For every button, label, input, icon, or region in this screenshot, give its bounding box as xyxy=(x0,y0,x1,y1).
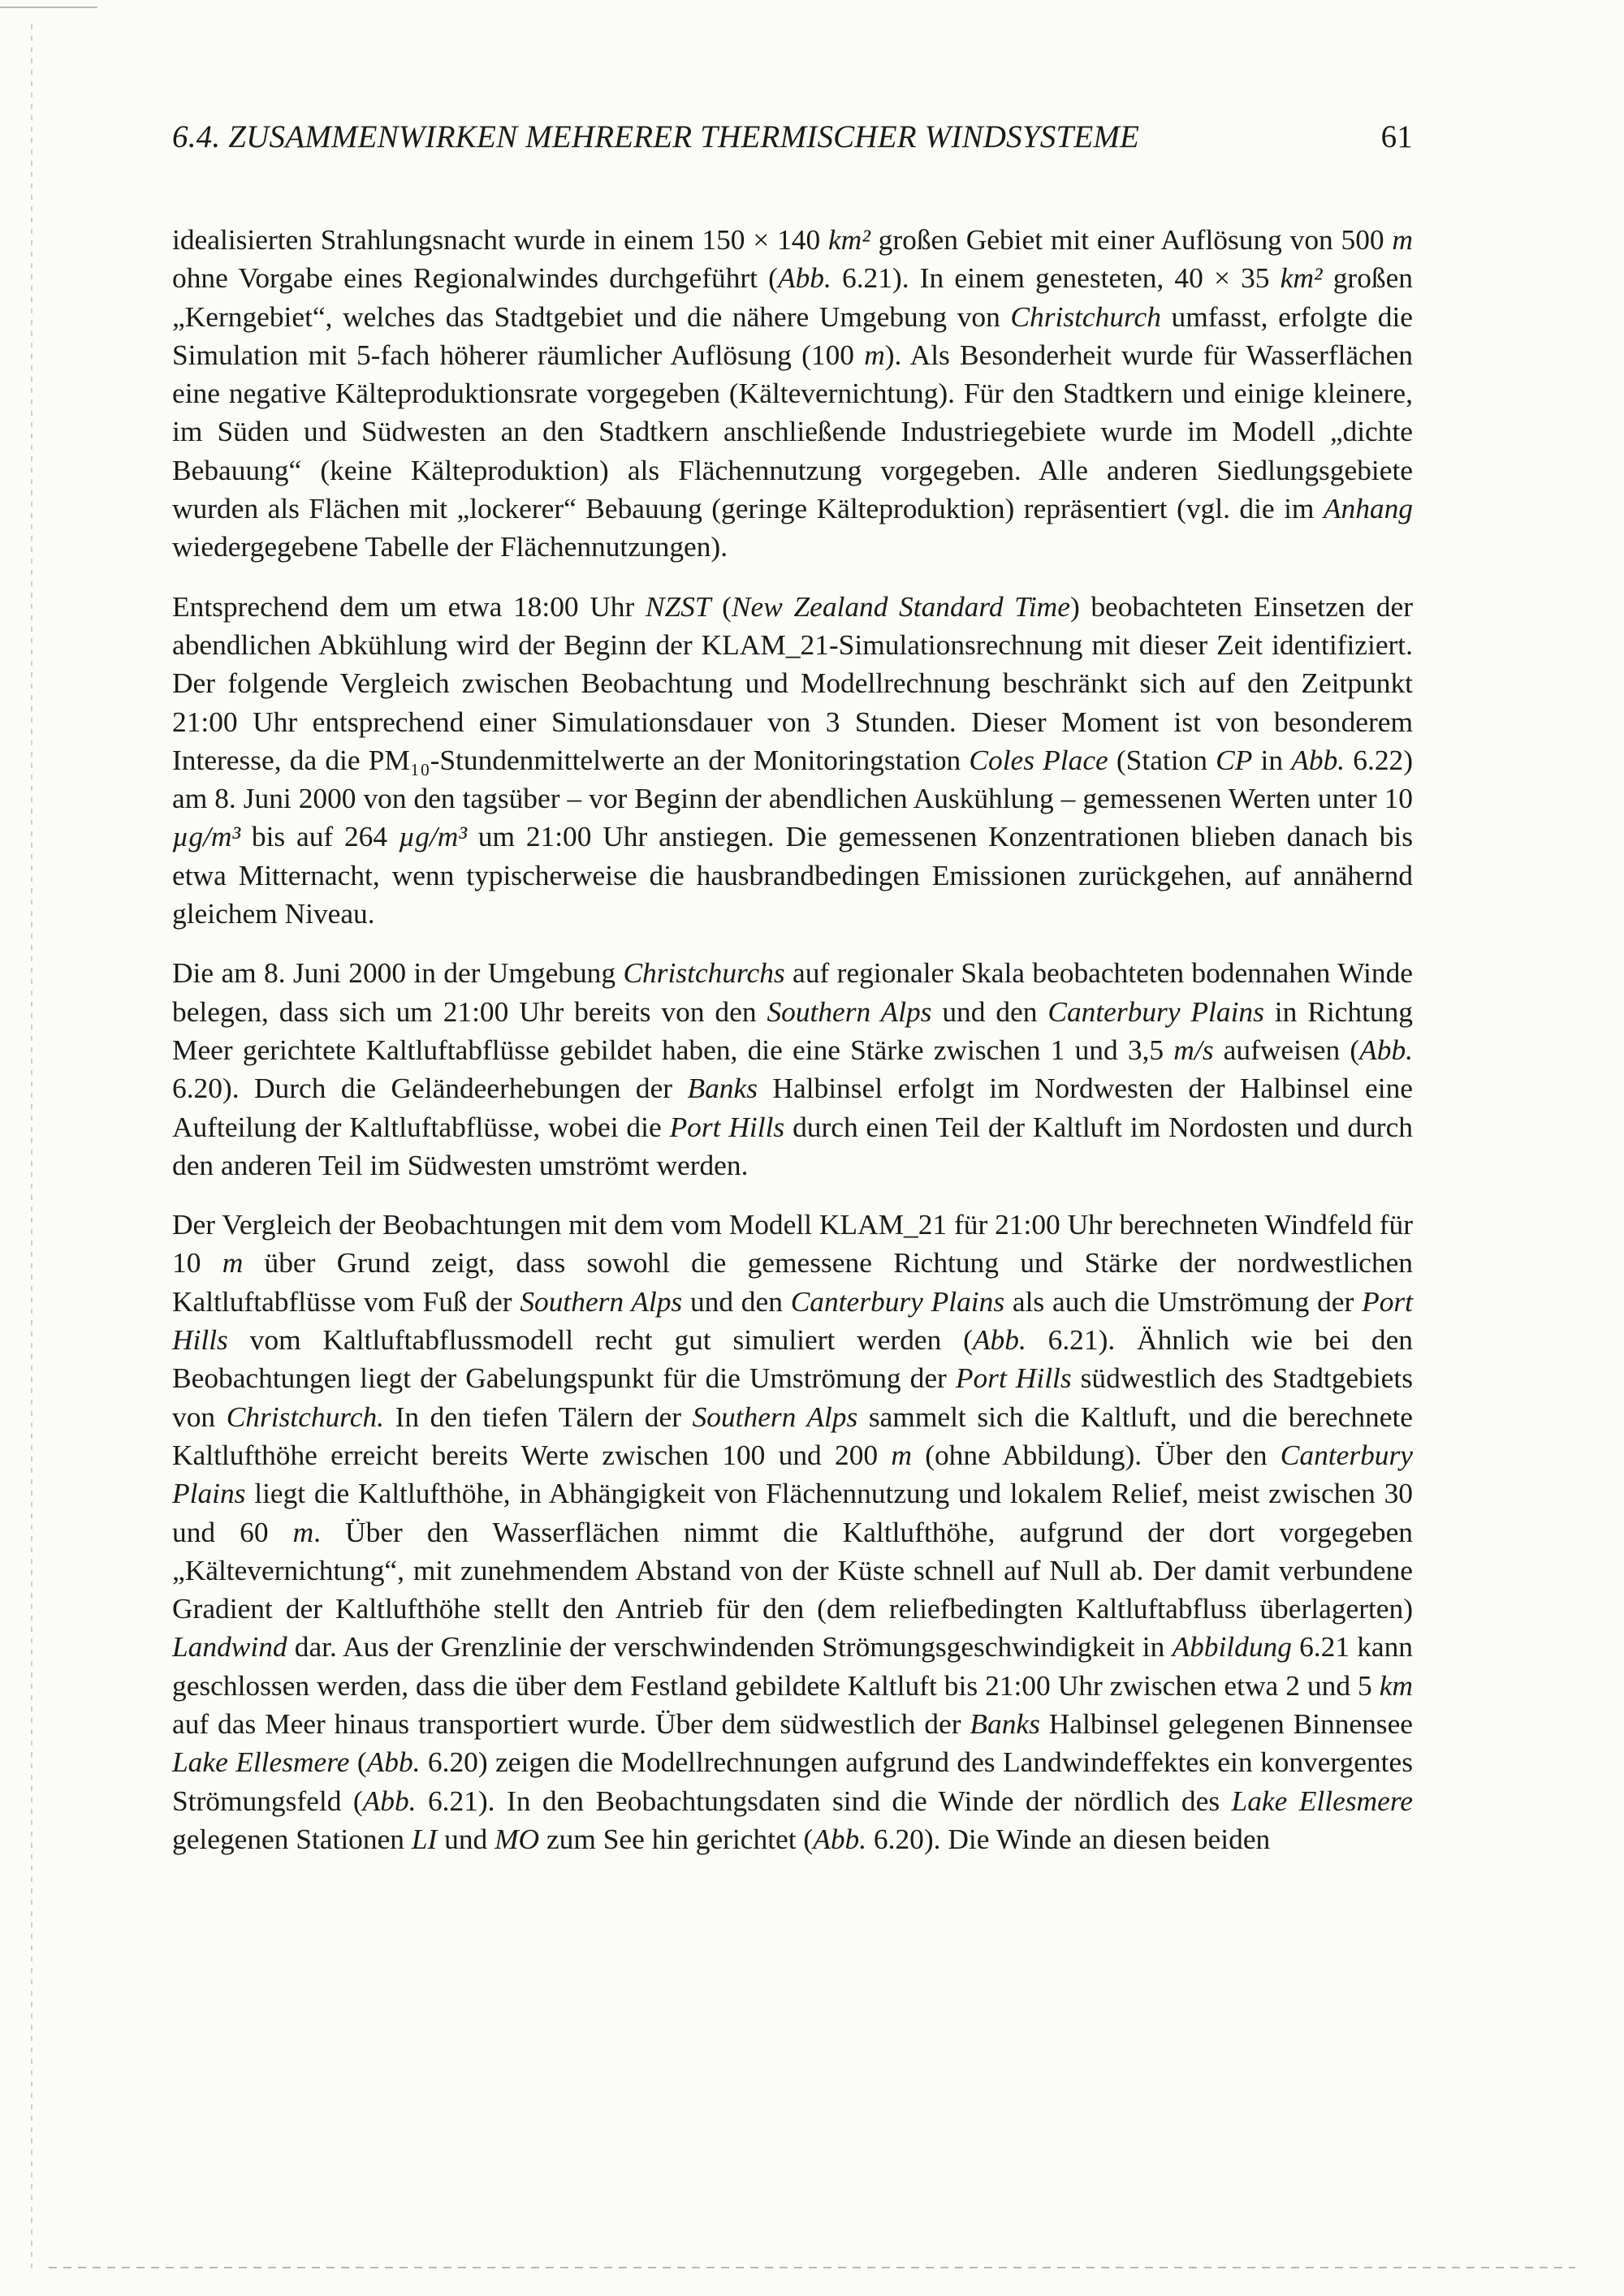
italic-run: Landwind xyxy=(172,1630,287,1664)
text-run: 6.20). Durch die Geländeerhebungen der xyxy=(172,1072,688,1105)
italic-run: Lake Ellesmere xyxy=(1231,1784,1413,1817)
italic-run: Southern Alps xyxy=(692,1400,858,1433)
text-run: über Grund zeigt, dass sowohl die gemessene Richtung und Stärke der nordwestlichen Kaltluftabflüsse vom Fuß der xyxy=(172,1246,1413,1318)
section-title: 6.4. ZUSAMMENWIRKEN MEHRERER THERMISCHER WINDSYSTEME xyxy=(172,119,1140,154)
italic-run: Christchurchs xyxy=(623,956,785,990)
text-run: ( xyxy=(349,1746,367,1779)
text-run: 6.21). In den Beobachtungsdaten sind die Winde der nördlich des xyxy=(416,1784,1232,1817)
text-run: (Station xyxy=(1108,743,1216,776)
paragraph xyxy=(172,954,1413,1185)
paragraph xyxy=(172,221,1413,567)
italic-run: m xyxy=(864,338,885,371)
text-run: auf das Meer hinaus transportiert wurde. Über dem südwestlich der xyxy=(172,1707,970,1740)
paragraph xyxy=(172,1206,1413,1858)
text-run: liegt die Kaltlufthöhe, in Abhängigkeit von Flächennutzung und lokalem Relief, meist zwischen 30 und 60 xyxy=(172,1477,1413,1548)
text-run: als auch die Umströmung der xyxy=(1004,1284,1363,1318)
scan-artifact-bottom xyxy=(49,2267,1575,2268)
text-run: 6.21). In einem genesteten, 40 × 35 xyxy=(831,261,1281,295)
italic-run: Abb. xyxy=(1291,743,1345,776)
text-run: und den xyxy=(931,995,1048,1028)
italic-run: CP xyxy=(1216,743,1253,776)
text-run: . Über den Wasserflächen nimmt die Kaltlufthöhe, aufgrund der dort vorgegeben „Kältevernichtung“, mit zunehmendem Abstand von der Küste schnell auf Null ab. Der damit verbundene Gradient der Kaltlufthöhe stellt den Antrieb für den (dem reliefbedingten Kaltluftabfluss überlagerten) xyxy=(172,1515,1413,1625)
italic-run: Abb. xyxy=(972,1323,1026,1357)
italic-run: µg/m³ xyxy=(172,820,241,853)
italic-run: LI xyxy=(411,1822,438,1855)
italic-run: Abbildung xyxy=(1172,1630,1292,1664)
italic-run: Christchurch. xyxy=(226,1400,385,1433)
text-run: dar. Aus der Grenzlinie der verschwindenden Strömungsgeschwindigkeit in xyxy=(287,1630,1173,1664)
italic-run: Banks xyxy=(970,1707,1040,1740)
text-run: Der Vergleich der Beobachtungen mit dem vom Modell KLAM_21 für 21:00 Uhr berechneten Windfeld für 10 xyxy=(172,1208,1413,1280)
italic-run: Abb. xyxy=(366,1746,421,1779)
italic-run: µg/m³ xyxy=(398,820,467,853)
italic-run: Canterbury Plains xyxy=(1047,995,1264,1028)
italic-run: Abb. xyxy=(1359,1033,1413,1066)
text-run: und den xyxy=(682,1284,791,1318)
text-run: wiedergegebene Tabelle der Flächennutzungen). xyxy=(172,530,728,563)
italic-run: Canterbury Plains xyxy=(172,1438,1413,1510)
italic-run: Lake Ellesmere xyxy=(172,1746,350,1779)
italic-run: Coles Place xyxy=(969,743,1108,776)
text-run: südwestlich des Stadtgebiets von xyxy=(172,1362,1413,1433)
italic-run: Banks xyxy=(687,1072,758,1105)
text-run: 6.20). Die Winde an diesen beiden xyxy=(866,1822,1271,1855)
italic-run: km² xyxy=(827,223,870,256)
italic-run: m/s xyxy=(1173,1033,1214,1066)
italic-run: Port Hills xyxy=(172,1284,1413,1357)
running-header xyxy=(172,119,1413,155)
text-run: (ohne Abbildung). Über den xyxy=(911,1438,1281,1471)
text-run: vom Kaltluftabflussmodell recht gut simuliert werden ( xyxy=(227,1323,973,1357)
italic-run: Southern Alps xyxy=(520,1284,683,1318)
italic-run: MO xyxy=(495,1822,540,1855)
italic-run: Abb. xyxy=(813,1822,867,1855)
text-run: 6.22) am 8. Juni 2000 von den tagsüber – vor Beginn der abendlichen Auskühlung – gemessenen Werten unter 10 xyxy=(172,743,1413,815)
italic-run: Port Hills xyxy=(669,1110,785,1143)
italic-run: m xyxy=(891,1438,912,1471)
text-run: aufweisen ( xyxy=(1213,1033,1360,1066)
italic-run: Canterbury Plains xyxy=(790,1284,1005,1318)
italic-run: Abb. xyxy=(362,1784,417,1817)
italic-run: New Zealand Standard Time xyxy=(731,589,1070,623)
italic-run: Port Hills xyxy=(955,1362,1072,1395)
italic-run: Abb. xyxy=(777,261,831,295)
text-run: Die am 8. Juni 2000 in der Umgebung xyxy=(172,956,624,990)
text-run: um 21:00 Uhr anstiegen. Die gemessenen Konzentrationen blieben danach bis etwa Mitternacht, wenn typischerweise die hausbrandbedingen Emissionen zurückgehen, auf annähernd gleichem Niveau. xyxy=(172,820,1413,930)
text-run: großen „Kerngebiet“, welches das Stadtgebiet und die nähere Umgebung von xyxy=(172,261,1413,333)
text-run: durch einen Teil der Kaltluft im Nordosten und durch den anderen Teil im Südwesten umströmt werden. xyxy=(172,1110,1413,1181)
text-run: auf regionaler Skala beobachteten bodennahen Winde belegen, dass sich um 21:00 Uhr bereits von den xyxy=(172,956,1413,1028)
text-run: In den tiefen Tälern der xyxy=(384,1400,693,1433)
italic-run: m xyxy=(222,1246,244,1280)
italic-run: km² xyxy=(1280,261,1323,295)
text-run: ohne Vorgabe eines Regionalwindes durchgeführt ( xyxy=(172,261,778,295)
text-run: Halbinsel erfolgt im Nordwesten der Halbinsel eine Aufteilung der Kaltluftabflüsse, wobei die xyxy=(172,1072,1413,1143)
scan-artifact-top xyxy=(0,6,97,8)
text-run: Entsprechend dem um etwa 18:00 Uhr xyxy=(172,589,646,623)
text-run: 6.21). Ähnlich wie bei den Beobachtungen liegt der Gabelungspunkt für die Umströmung der xyxy=(172,1323,1413,1395)
text-run: bis auf 264 xyxy=(240,820,399,853)
italic-run: km xyxy=(1379,1668,1413,1702)
italic-run: Anhang xyxy=(1323,492,1413,525)
text-run: 6.20) zeigen die Modellrechnungen aufgrund des Landwindeffektes ein konvergentes Strömungsfeld ( xyxy=(172,1746,1413,1817)
text-run: ). Als Besonderheit wurde für Wasserflächen eine negative Kälteproduktionsrate vorgegeben (Kältevernichtung). Für den Stadtkern und einige kleinere, im Süden und Südwesten an den Stadtkern anschließende Industriegebiete wurde im Modell „dichte Bebauung“ (keine Kälteproduktion) als Flächennutzung vorgegeben. Alle anderen Siedlungsgebiete wurden als Flächen mit „lockerer“ Bebauung (geringe Kälteproduktion) repräsentiert (vgl. die im xyxy=(172,338,1413,525)
text-run: ( xyxy=(710,589,732,623)
text-run: Halbinsel gelegenen Binnensee xyxy=(1039,1707,1413,1740)
text-run: ) beobachteten Einsetzen der abendlichen Abkühlung wird der Beginn der KLAM_21-Simulationsrechnung mit dieser Zeit identifiziert. Der folgende Vergleich zwischen Beobachtung und Modellrechnung beschränkt sich auf den Zeitpunkt 21:00 Uhr entsprechend einer Simulationsdauer von 3 Stunden. Dieser Moment ist von besonderem Interesse, da die PM₁₀-Stundenmittelwerte an der Monitoringstation xyxy=(172,589,1413,776)
text-run: umfasst, erfolgte die Simulation mit 5-fach höherer räumlicher Auflösung (100 xyxy=(172,300,1413,371)
text-run: großen Gebiet mit einer Auflösung von 500 xyxy=(870,223,1393,256)
text-run: in xyxy=(1252,743,1292,776)
text-run: in Richtung Meer gerichtete Kaltluftabflüsse gebildet haben, die eine Stärke zwischen 1 und 3,5 xyxy=(172,995,1413,1066)
text-run: zum See hin gerichtet ( xyxy=(539,1822,814,1855)
italic-run: Christchurch xyxy=(1010,300,1161,333)
italic-run: m xyxy=(292,1515,314,1548)
scan-artifact-left-edge xyxy=(31,24,32,2273)
italic-run: Southern Alps xyxy=(767,995,932,1028)
text-run: und xyxy=(437,1822,495,1855)
text-run: idealisierten Strahlungsnacht wurde in einem 150 × 140 xyxy=(172,223,828,256)
page-number: 61 xyxy=(1380,119,1413,154)
text-run: 6.21 kann geschlossen werden, dass die über dem Festland gebildete Kaltluft bis 21:00 Uhr zwischen etwa 2 und 5 xyxy=(172,1630,1413,1702)
text-run: sammelt sich die Kaltluft, und die berechnete Kaltlufthöhe erreicht bereits Werte zwischen 100 und 200 xyxy=(172,1400,1413,1471)
italic-run: NZST xyxy=(645,589,711,623)
text-run: gelegenen Stationen xyxy=(172,1822,412,1855)
italic-run: m xyxy=(1392,223,1413,256)
body-text xyxy=(172,221,1413,1880)
paragraph xyxy=(172,588,1413,934)
